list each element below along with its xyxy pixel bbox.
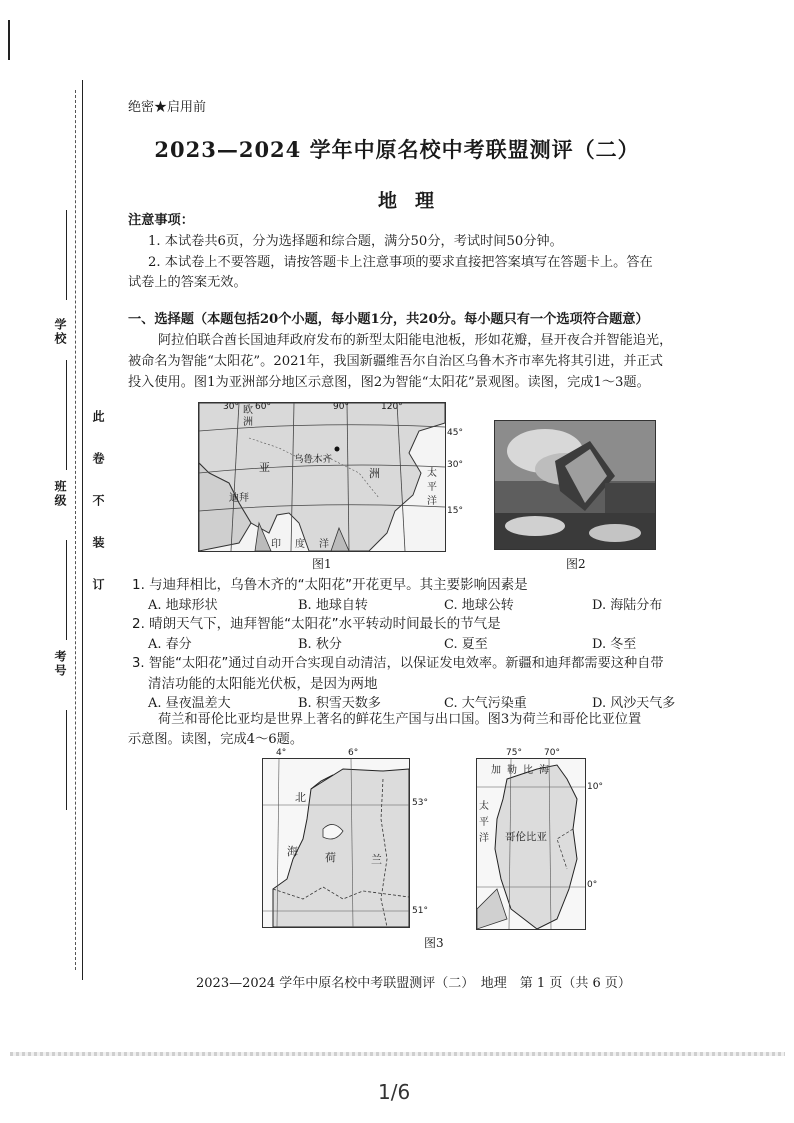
figure2-sunflower-photo	[494, 420, 656, 550]
fig1-label-indian-ocean: 印度洋	[271, 539, 343, 550]
passage2-line-1: 荷兰和哥伦比亚均是世界上著名的鲜花生产国与出口国。图3为荷兰和哥伦比亚位置	[158, 712, 642, 727]
fig1-lon-60: 60°	[255, 402, 271, 412]
fig1-label-europe: 欧洲	[243, 405, 253, 428]
school-label: 学校	[53, 318, 67, 346]
subject-title: 地理	[377, 190, 452, 212]
figure3-colombia-map	[476, 758, 586, 930]
name-field-line	[66, 710, 67, 810]
figure3-netherlands-map	[262, 758, 410, 928]
fig3-nl-lon-4: 4°	[276, 748, 287, 758]
question-2-stem: 2. 晴朗天气下，迪拜智能“太阳花”水平转动时间最长的节气是	[132, 616, 501, 632]
question-2-option-a: A. 春分	[148, 637, 192, 652]
section1-intro-line-3: 投入使用。图1为亚洲部分地区示意图，图2为智能“太阳花”景观图。读图，完成1～3题。	[128, 375, 650, 390]
exam-no-field-line	[66, 540, 67, 640]
sunflower-photo-graphic	[495, 421, 655, 549]
figure2-caption: 图2	[566, 557, 586, 571]
school-field-line	[66, 210, 67, 300]
question-1-stem: 1. 与迪拜相比，乌鲁木齐的“太阳花”开花更早。其主要影响因素是	[132, 577, 528, 593]
secret-mark: 绝密★启用前	[128, 100, 207, 115]
fig3-nl-lat-53: 53°	[412, 798, 428, 808]
question-1-option-c: C. 地球公转	[444, 598, 514, 613]
netherlands-map-graphic	[263, 759, 409, 927]
notes-item-2-line-2: 试卷上的答案无效。	[128, 275, 247, 290]
fig3-co-label-colombia: 哥伦比亚	[505, 831, 547, 843]
exam-no-label: 考号	[53, 650, 67, 678]
notes-item-1: 1. 本试卷共6页，分为选择题和综合题，满分50分，考试时间50分钟。	[148, 234, 563, 249]
fig1-lat-30: 30°	[447, 460, 463, 470]
fig1-label-pacific: 太平洋	[427, 468, 437, 507]
cut-line	[75, 90, 76, 970]
page-indicator: 1/6	[378, 1080, 411, 1104]
colombia-map-graphic	[477, 759, 585, 929]
question-3-option-c: C. 大气污染重	[444, 696, 527, 711]
question-3-option-b: B. 积雪天数多	[298, 696, 381, 711]
fig3-nl-label-lan: 兰	[371, 853, 382, 866]
section1-heading: 一、选择题（本题包括20个小题，每小题1分，共20分。每小题只有一个选项符合题意）	[128, 312, 649, 327]
section1-intro-line-1: 阿拉伯联合酋长国迪拜政府发布的新型太阳能电池板，形如花瓣，昼开夜合并智能追光，	[158, 333, 673, 348]
fig1-label-dubai: 迪拜	[229, 493, 249, 504]
figure1-asia-map	[198, 402, 446, 552]
figure3-caption: 图3	[424, 936, 444, 950]
question-2-option-c: C. 夏至	[444, 637, 488, 652]
fig1-label-urumqi: 乌鲁木齐	[294, 454, 333, 465]
section1-intro-line-2: 被命名为智能“太阳花”。2021年，我国新疆维吾尔自治区乌鲁木齐市率先将其引进，并正式	[128, 354, 663, 369]
question-3-stem-line-2: 清洁功能的太阳能光伏板，是因为两地	[148, 676, 378, 692]
question-3-stem-line-1: 3. 智能“太阳花”通过自动开合实现自动清洁，以保证发电效率。新疆和迪拜都需要这种自带	[132, 656, 664, 671]
binding-line	[82, 80, 83, 980]
fig3-co-lon-75: 75°	[506, 748, 522, 758]
figure1-caption: 图1	[312, 557, 332, 571]
question-1-option-a: A. 地球形状	[148, 598, 218, 613]
question-3-option-a: A. 昼夜温差大	[148, 696, 231, 711]
fig1-lon-120: 120°	[381, 402, 403, 412]
question-3-option-d: D. 风沙天气多	[592, 696, 676, 711]
fig1-label-asia-zhou: 洲	[369, 467, 380, 480]
fig3-nl-label-north: 北	[295, 791, 306, 804]
fig1-lat-45: 45°	[447, 428, 463, 438]
fig3-co-label-pacific: 太平洋	[479, 801, 489, 844]
scan-edge	[10, 1052, 785, 1056]
fig3-co-lon-70: 70°	[544, 748, 560, 758]
question-2-option-d: D. 冬至	[592, 637, 637, 652]
exam-title: 2023—2024 学年中原名校中考联盟测评（二）	[154, 137, 640, 162]
fig3-co-lat-0: 0°	[587, 880, 598, 890]
question-2-option-b: B. 秋分	[298, 637, 342, 652]
asia-map-graphic	[199, 403, 445, 551]
fig3-co-lat-10: 10°	[587, 782, 603, 792]
fig1-lon-90: 90°	[333, 402, 349, 412]
notes-item-2-line-1: 2. 本试卷上不要答题，请按答题卡上注意事项的要求直接把答案填写在答题卡上。答在	[148, 255, 653, 270]
fig1-lon-30: 30°	[223, 402, 239, 412]
no-binding-warning: 此卷不装订	[91, 410, 105, 620]
fig1-label-asia-ya: 亚	[259, 461, 270, 474]
fig3-nl-lon-6: 6°	[348, 748, 359, 758]
fig3-nl-lat-51: 51°	[412, 906, 428, 916]
fig3-co-label-caribbean: 加勒比海	[491, 765, 555, 776]
fig3-nl-label-he: 荷	[325, 851, 336, 864]
fig3-nl-label-sea: 海	[287, 845, 298, 858]
binding-line-outer	[8, 20, 10, 60]
class-label: 班级	[53, 480, 67, 508]
question-1-option-d: D. 海陆分布	[592, 598, 663, 613]
passage2-line-2: 示意图。读图，完成4～6题。	[128, 732, 304, 747]
notes-heading: 注意事项：	[128, 213, 194, 228]
page-footer: 2023—2024 学年中原名校中考联盟测评（二） 地理 第 1 页（共 6 页）	[196, 976, 631, 991]
class-field-line	[66, 360, 67, 470]
question-1-option-b: B. 地球自转	[298, 598, 368, 613]
fig1-lat-15: 15°	[447, 506, 463, 516]
